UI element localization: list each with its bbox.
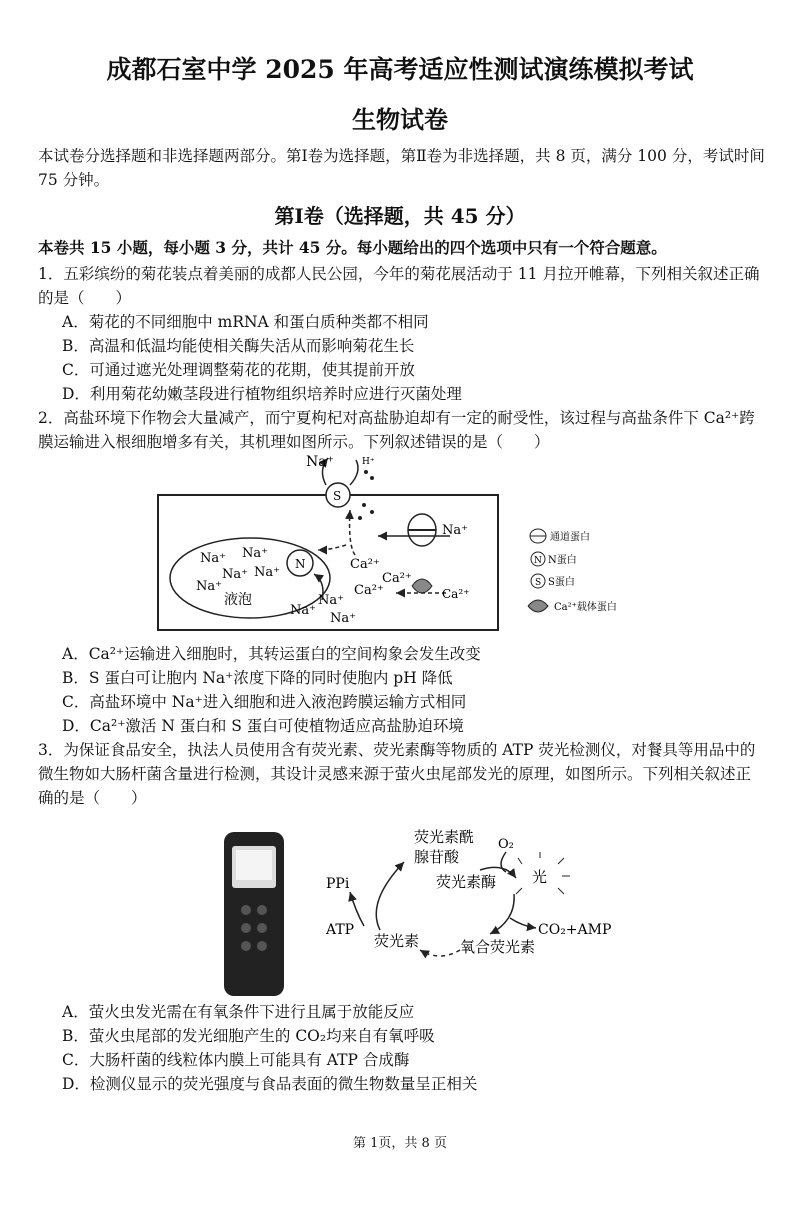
na-label-top: Na⁺ — [306, 454, 334, 470]
intro-line-2: 75 分钟。 — [38, 171, 110, 189]
svg-text:氧合荧光素: 氧合荧光素 — [460, 938, 536, 956]
svg-text:ATP: ATP — [326, 922, 355, 938]
svg-text:N蛋白: N蛋白 — [548, 555, 577, 566]
svg-text:荧光素酰: 荧光素酰 — [414, 828, 475, 846]
svg-text:Na⁺: Na⁺ — [222, 567, 248, 582]
q1-stem-line-1: 1．五彩缤纷的菊花装点着美丽的成都人民公园，今年的菊花展活动于 11 月拉开帷幕，下列相关叙述正确 — [38, 265, 760, 283]
svg-text:Ca²⁺: Ca²⁺ — [382, 571, 412, 586]
svg-text:S: S — [333, 489, 342, 503]
svg-text:Na⁺: Na⁺ — [196, 579, 222, 594]
svg-text:Na⁺: Na⁺ — [330, 611, 356, 626]
svg-text:Na⁺: Na⁺ — [242, 546, 268, 561]
q2-option-a: A．Ca²⁺运输进入细胞时，其转运蛋白的空间构象会发生改变 — [62, 645, 481, 663]
svg-text:Na⁺: Na⁺ — [254, 565, 280, 580]
svg-text:腺苷酸: 腺苷酸 — [414, 848, 460, 866]
svg-text:S蛋白: S蛋白 — [548, 577, 575, 588]
svg-text:Na⁺: Na⁺ — [200, 551, 226, 566]
svg-text:N: N — [295, 557, 306, 571]
svg-text:Ca²⁺: Ca²⁺ — [442, 587, 470, 601]
page-footer: 第 1页，共 8 页 — [353, 1136, 447, 1151]
q2-option-d: D．Ca²⁺激活 N 蛋白和 S 蛋白可使植物适应高盐胁迫环境 — [62, 717, 464, 735]
q2-option-b: B．S 蛋白可让胞内 Na⁺浓度下降的同时使胞内 pH 降低 — [62, 669, 453, 687]
q2-legend — [528, 529, 617, 613]
q3-stem-line-2: 微生物如大肠杆菌含量进行检测，其设计灵感来源于萤火虫尾部发光的原理，如图所示。下列相关叙述正 — [38, 765, 752, 783]
exam-subject: 生物试卷 — [352, 105, 448, 134]
svg-text:Ca²⁺: Ca²⁺ — [350, 557, 380, 572]
q1-option-b: B．高温和低温均能使相关酶失活从而影响菊花生长 — [62, 337, 415, 355]
h-label: H⁺ — [362, 457, 375, 467]
svg-text:通道蛋白: 通道蛋白 — [550, 532, 590, 543]
svg-text:Na⁺: Na⁺ — [318, 593, 344, 608]
q3-option-b: B．萤火虫尾部的发光细胞产生的 CO₂均来自有氧呼吸 — [62, 1027, 435, 1045]
intro-line-1: 本试卷分选择题和非选择题两部分。第Ⅰ卷为选择题，第Ⅱ卷为非选择题，共 8 页，满分 100 分，考试时间 — [38, 147, 765, 165]
svg-text:Ca²⁺载体蛋白: Ca²⁺载体蛋白 — [554, 602, 617, 613]
svg-text:PPi: PPi — [326, 876, 350, 892]
vacuole-label: 液泡 — [224, 592, 252, 608]
ca-carrier — [412, 579, 432, 593]
svg-text:O₂: O₂ — [498, 837, 514, 852]
exam-title: 成都石室中学 2025 年高考适应性测试演练模拟考试 — [106, 55, 694, 84]
q2-option-c: C．高盐环境中 Na⁺进入细胞和进入液泡跨膜运输方式相同 — [62, 693, 467, 711]
svg-text:Na⁺: Na⁺ — [290, 603, 316, 618]
svg-text:S: S — [535, 578, 542, 588]
svg-text:荧光素酶: 荧光素酶 — [436, 873, 497, 891]
q3-stem-line-3: 确的是（ ） — [38, 789, 147, 807]
atp-detector-image — [220, 830, 290, 1000]
q1-stem-line-2: 的是（ ） — [38, 289, 132, 307]
svg-text:N: N — [534, 556, 542, 566]
q3-stem-line-1: 3．为保证食品安全，执法人员使用含有荧光素、荧光素酶等物质的 ATP 荧光检测仪，对餐具等用品中的 — [38, 741, 756, 759]
svg-text:光: 光 — [532, 868, 548, 886]
q1-option-a: A．菊花的不同细胞中 mRNA 和蛋白质种类都不相同 — [62, 313, 429, 331]
q3-option-a: A．萤火虫发光需在有氧条件下进行且属于放能反应 — [62, 1003, 415, 1021]
q2-stem-line-1: 2．高盐环境下作物会大量减产，而宁夏枸杞对高盐胁迫却有一定的耐受性，该过程与高盐条件下 Ca²⁺跨 — [38, 409, 755, 427]
section-title: 第Ⅰ卷（选择题，共 45 分） — [274, 204, 526, 228]
q2-cell-diagram — [150, 450, 650, 640]
light-burst — [516, 852, 570, 894]
svg-text:CO₂+AMP: CO₂+AMP — [538, 922, 612, 938]
svg-text:荧光素: 荧光素 — [374, 932, 420, 950]
svg-text:Ca²⁺: Ca²⁺ — [354, 583, 384, 598]
q2-stem-line-2: 膜运输进入根细胞增多有关，其机理如图所示。下列叙述错误的是（ ） — [38, 433, 550, 451]
q3-option-c: C．大肠杆菌的线粒体内膜上可能具有 ATP 合成酶 — [62, 1051, 410, 1069]
q3-option-d: D．检测仪显示的荧光强度与食品表面的微生物数量呈正相关 — [62, 1075, 478, 1093]
na-label-channel: Na⁺ — [442, 523, 468, 538]
section-instruction: 本卷共 15 小题，每小题 3 分，共计 45 分。每小题给出的四个选项中只有一个符合题意。 — [38, 238, 667, 257]
q1-option-d: D．利用菊花幼嫩茎段进行植物组织培养时应进行灭菌处理 — [62, 385, 462, 403]
q3-reaction-diagram — [310, 822, 640, 972]
q1-option-c: C．可通过遮光处理调整菊花的花期，使其提前开放 — [62, 361, 415, 379]
